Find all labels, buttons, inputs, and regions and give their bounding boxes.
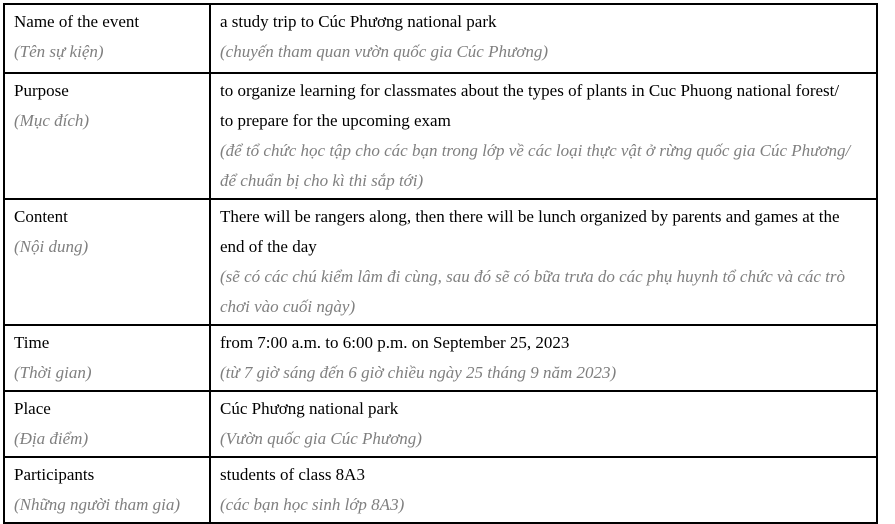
row-content-vi: (từ 7 giờ sáng đến 6 giờ chiều ngày 25 tháng 9 năm 2023) [220,363,617,382]
row-label-vi: (Tên sự kiện) [14,42,104,61]
table-row-name-of-event [4,4,877,73]
content-cell [210,73,877,199]
label-cell [4,391,210,457]
row-label-en: Content [14,207,68,226]
content-cell [210,4,877,73]
row-content-en: students of class 8A3 [220,465,365,484]
row-label-vi: (Địa điểm) [14,429,89,448]
row-label-en: Time [14,333,50,352]
label-cell [4,325,210,391]
row-label-vi: (Nội dung) [14,237,89,256]
row-label-en: Name of the event [14,12,140,31]
row-label-vi: (Những người tham gia) [14,495,180,514]
row-content-vi: (chuyến tham quan vườn quốc gia Cúc Phương) [220,42,548,61]
table-row-purpose [4,73,877,199]
document-page [0,3,895,514]
row-label-en: Place [14,399,51,418]
row-label-en: Participants [14,465,95,484]
event-info-table [3,3,878,524]
content-cell [210,391,877,457]
label-cell [4,73,210,199]
label-cell [4,199,210,325]
row-content-vi: (sẽ có các chú kiểm lâm đi cùng, sau đó sẽ có bữa trưa do các phụ huynh tổ chức và các trò chơi vào cuối ngày) [220,267,846,316]
row-content-vi: (các bạn học sinh lớp 8A3) [220,495,405,514]
label-cell [4,457,210,523]
row-content-vi: (để tổ chức học tập cho các bạn trong lớp về các loại thực vật ở rừng quốc gia Cúc Phương/ để chuẩn bị cho kì thi sắp tới) [220,141,851,190]
row-label-vi: (Thời gian) [14,363,92,382]
table-row-participants [4,457,877,523]
label-cell [4,4,210,73]
row-content-vi: (Vườn quốc gia Cúc Phương) [220,429,422,448]
row-content-en: from 7:00 a.m. to 6:00 p.m. on September 25, 2023 [220,333,570,352]
row-content-en: Cúc Phương national park [220,399,399,418]
table-row-content [4,199,877,325]
row-content-en: There will be rangers along, then there will be lunch organized by parents and games at the end of the day [220,207,840,256]
table-row-time [4,325,877,391]
row-label-en: Purpose [14,81,69,100]
row-label-vi: (Mục đích) [14,111,90,130]
row-content-en: to organize learning for classmates about the types of plants in Cuc Phuong national forest/ to prepare for the upcoming exam [220,81,840,130]
table-row-place [4,391,877,457]
row-content-en: a study trip to Cúc Phương national park [220,12,497,31]
content-cell [210,199,877,325]
content-cell [210,325,877,391]
content-cell [210,457,877,523]
